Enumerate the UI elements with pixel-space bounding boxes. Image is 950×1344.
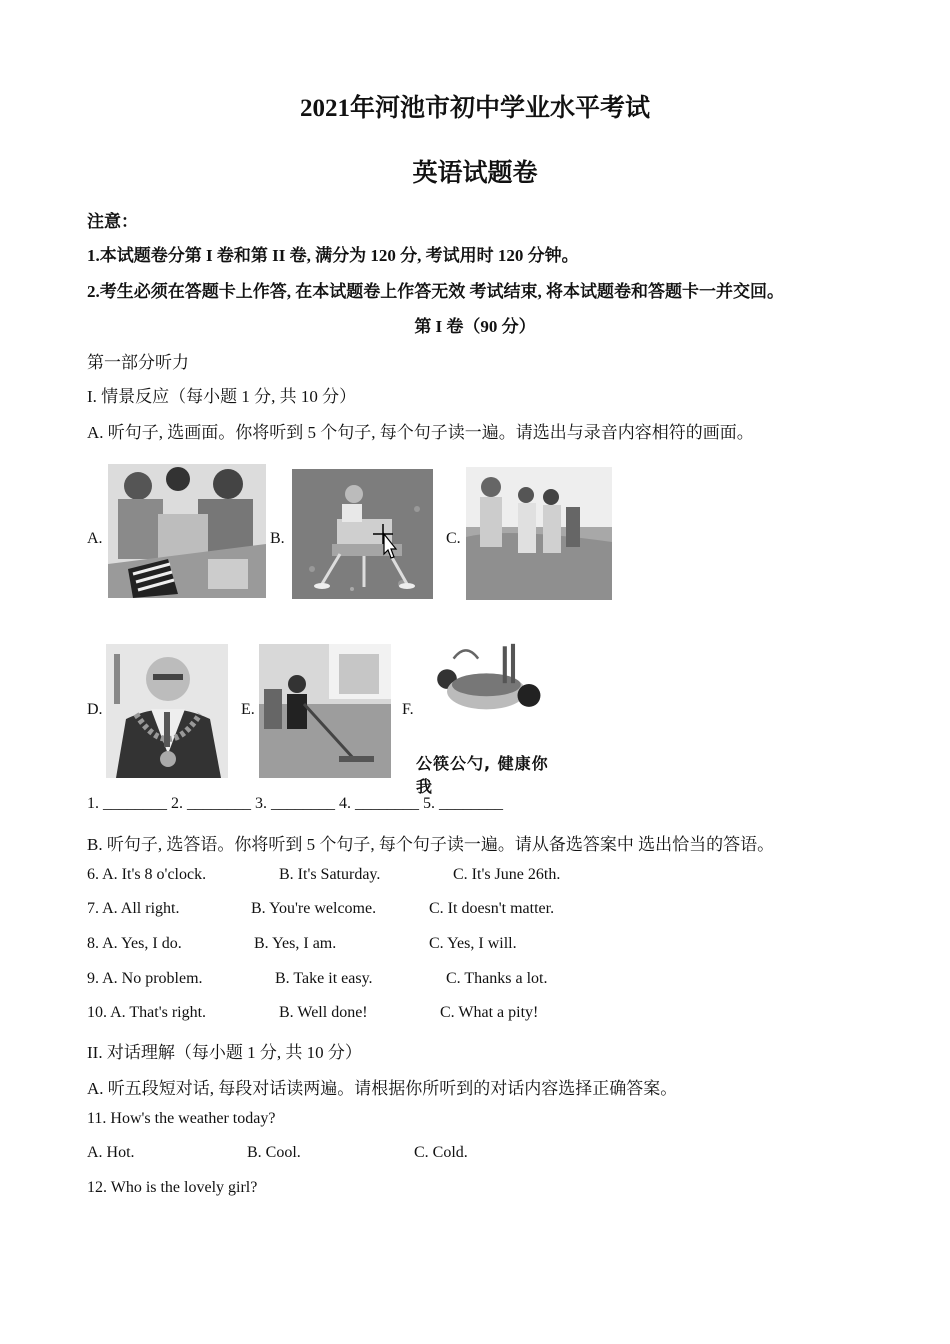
q8-option-c: C. Yes, I will. bbox=[429, 935, 517, 952]
picture-label-d: D. bbox=[87, 701, 103, 718]
q9-option-b: B. Take it easy. bbox=[275, 970, 373, 987]
notice-label: 注意： bbox=[87, 212, 138, 231]
exam-subtitle: 英语试题卷 bbox=[412, 160, 538, 187]
lunar-lander-photo bbox=[292, 469, 433, 599]
q6-option-a: 6. A. It's 8 o'clock. bbox=[87, 866, 207, 883]
section2-heading: II. 对话理解（每小题 1 分, 共 10 分） bbox=[87, 1043, 362, 1062]
mouse-cursor-icon bbox=[372, 522, 398, 560]
notice-item-2: 2.考生必须在答题卡上作答, 在本试题卷上作答无效 考试结束, 将本试题卷和答题卡一并交回。 bbox=[87, 282, 784, 301]
picture-label-a: A. bbox=[87, 530, 103, 547]
notice-item-1: 1.本试题卷分第 I 卷和第 II 卷, 满分为 120 分, 考试用时 120 分钟。 bbox=[87, 246, 579, 265]
partB-instruction: B. 听句子, 选答语。你将听到 5 个句子, 每个句子读一遍。请从备选答案中 选出恰当的答语。 bbox=[87, 835, 775, 854]
partA-instruction: A. 听句子, 选画面。你将听到 5 个句子, 每个句子读一遍。请选出与录音内容相符的画面。 bbox=[87, 423, 754, 442]
q11-question: 11. How's the weather today? bbox=[87, 1110, 276, 1127]
q7-option-b: B. You're welcome. bbox=[251, 900, 377, 917]
q9-option-a: 9. A. No problem. bbox=[87, 970, 203, 987]
q7-option-c: C. It doesn't matter. bbox=[429, 900, 555, 917]
q10-option-b: B. Well done! bbox=[279, 1004, 368, 1021]
mopping-floor-photo bbox=[259, 644, 391, 778]
volume-title: 第 I 卷（90 分） bbox=[414, 317, 536, 336]
q11-option-a: A. Hot. bbox=[87, 1144, 135, 1161]
q12-question: 12. Who is the lovely girl? bbox=[87, 1179, 258, 1196]
q8-option-b: B. Yes, I am. bbox=[254, 935, 337, 952]
part1-heading: 第一部分听力 bbox=[87, 353, 189, 372]
picture-label-b: B. bbox=[270, 530, 285, 547]
medal-man-photo bbox=[106, 644, 228, 778]
answer-blanks: 1. ________ 2. ________ 3. ________ 4. ________ 5. ________ bbox=[87, 795, 503, 812]
exam-title: 2021年河池市初中学业水平考试 bbox=[299, 95, 650, 122]
q8-option-a: 8. A. Yes, I do. bbox=[87, 935, 182, 952]
q10-option-a: 10. A. That's right. bbox=[87, 1004, 207, 1021]
q11-option-b: B. Cool. bbox=[247, 1144, 301, 1161]
section2A-instruction: A. 听五段短对话, 每段对话读两遍。请根据你所听到的对话内容选择正确答案。 bbox=[87, 1079, 678, 1098]
q9-option-c: C. Thanks a lot. bbox=[446, 970, 548, 987]
crowd-photo bbox=[108, 464, 266, 598]
q7-option-a: 7. A. All right. bbox=[87, 900, 180, 917]
q11-option-c: C. Cold. bbox=[414, 1144, 468, 1161]
serving-chopsticks-poster bbox=[416, 634, 560, 796]
section1-heading: I. 情景反应（每小题 1 分, 共 10 分） bbox=[87, 387, 357, 406]
q6-option-b: B. It's Saturday. bbox=[279, 866, 381, 883]
picture-label-c: C. bbox=[446, 530, 461, 547]
picture-label-e: E. bbox=[241, 701, 255, 718]
poster-slogan: 公筷公勺, 健康你我 bbox=[416, 754, 549, 796]
field-people-photo bbox=[466, 467, 612, 600]
q6-option-c: C. It's June 26th. bbox=[453, 866, 561, 883]
q10-option-c: C. What a pity! bbox=[440, 1004, 539, 1021]
picture-label-f: F. bbox=[402, 701, 414, 718]
